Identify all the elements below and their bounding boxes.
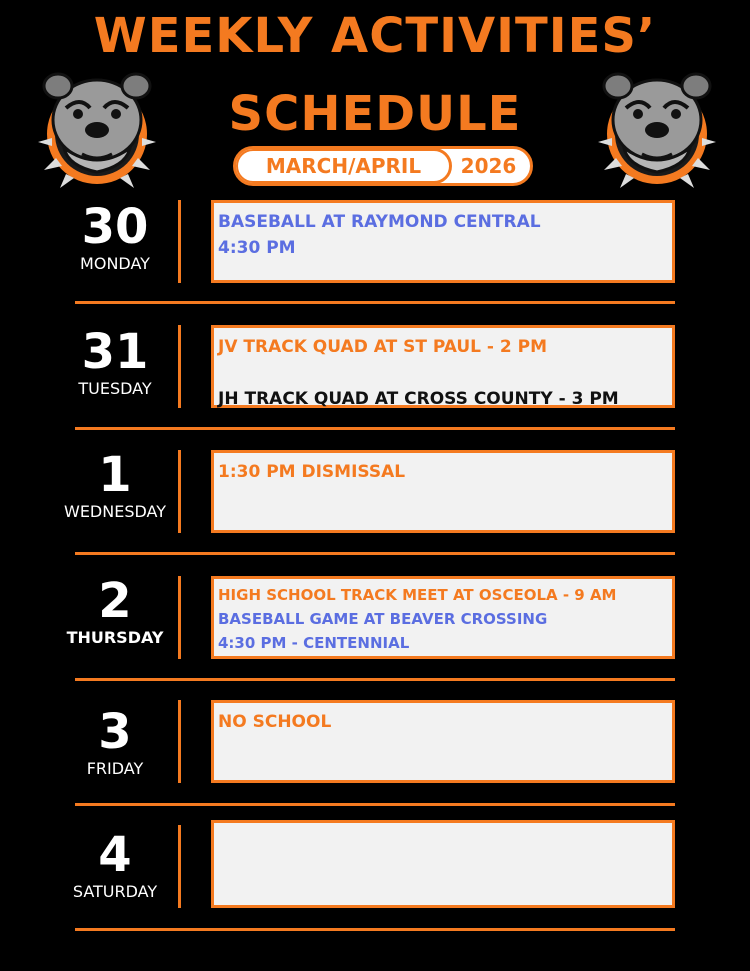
event-line [218,360,668,386]
event-box-thursday [211,576,675,659]
event-line: BASEBALL AT RAYMOND CENTRAL [218,212,541,232]
row-divider-vertical [178,825,181,908]
event-line: NO SCHOOL [218,712,332,732]
day-label-friday [50,705,180,779]
day-number: 1 [98,447,132,503]
event-box-tuesday [211,325,675,408]
day-name: WEDNESDAY [64,502,166,521]
event-box-friday [211,700,675,783]
day-label-tuesday [50,325,180,399]
event-line: JH TRACK QUAD AT CROSS COUNTY - 3 PM [218,389,619,409]
row-separator [75,678,675,681]
day-name: MONDAY [80,254,150,273]
year-label: 2026 [460,154,517,178]
title-line-1: WEEKLY ACTIVITIES’ [93,8,657,64]
month-label: MARCH/APRIL [235,148,452,184]
row-separator [75,803,675,806]
title-line-2: SCHEDULE [228,86,522,142]
row-divider-vertical [178,200,181,283]
bulldog-mascot-icon [36,62,158,194]
event-line: HIGH SCHOOL TRACK MEET AT OSCEOLA - 9 AM [218,586,617,604]
day-number: 3 [98,704,132,760]
event-line: JV TRACK QUAD AT ST PAUL - 2 PM [218,337,548,357]
day-number: 4 [98,827,132,883]
day-number: 30 [81,199,149,255]
day-name: SATURDAY [72,882,158,901]
day-label-thursday [50,574,180,648]
row-divider-vertical [178,325,181,408]
day-name: THURSDAY [66,628,164,647]
event-box-saturday [211,820,675,908]
day-name: FRIDAY [86,759,144,778]
row-divider-vertical [178,700,181,783]
row-divider-vertical [178,576,181,659]
row-separator [75,928,675,931]
event-line: 1:30 PM DISMISSAL [218,462,406,482]
day-number: 31 [81,324,149,380]
date-range-pill [233,146,533,186]
day-number: 2 [98,573,132,629]
event-box-monday [211,200,675,283]
row-separator [75,552,675,555]
day-name: TUESDAY [78,379,152,398]
event-line: BASEBALL GAME AT BEAVER CROSSING [218,610,548,628]
bulldog-mascot-icon [596,62,718,194]
row-separator [75,301,675,304]
row-divider-vertical [178,450,181,533]
event-line: 4:30 PM - CENTENNIAL [218,634,410,652]
day-label-wednesday [50,448,180,522]
day-label-saturday [50,828,180,902]
day-label-monday [50,200,180,274]
event-line: 4:30 PM [218,238,296,258]
event-box-wednesday [211,450,675,533]
row-separator [75,427,675,430]
